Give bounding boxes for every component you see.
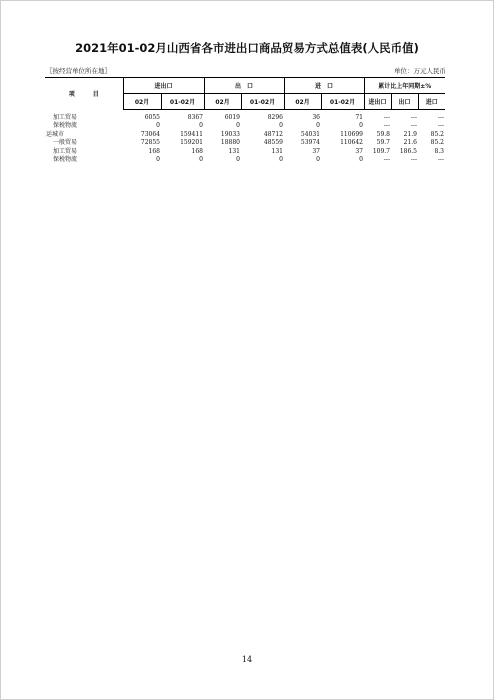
table-cell: --- (410, 156, 417, 164)
table-cell: 131 (271, 147, 283, 155)
table-cell: 36 (312, 114, 320, 121)
page-number: 14 (241, 655, 253, 664)
table-cell: 18880 (220, 139, 240, 147)
table-cell: 186.5 (399, 147, 417, 155)
row-label: 加工贸易 (53, 147, 78, 155)
table-cell: 53974 (300, 139, 320, 147)
col-header: 02月 (123, 94, 161, 110)
basis-note: 〖按经营单位所在地〗 (46, 67, 111, 75)
item-header: 项 目 (45, 78, 123, 110)
table-row (45, 122, 445, 130)
table-cell: --- (410, 114, 417, 121)
export-header: 出 口 (204, 78, 284, 94)
table-cell: 110642 (340, 139, 363, 147)
table-cell: 54031 (300, 130, 320, 138)
trade-table (45, 77, 445, 164)
col-header: 01-02月 (161, 94, 204, 110)
table-cell: 21.9 (403, 130, 417, 138)
row-label: 一般贸易 (53, 139, 78, 147)
table-cell: 0 (316, 156, 320, 164)
table-cell: 0 (359, 122, 363, 130)
table-row (45, 148, 445, 156)
table-cell: 48559 (263, 139, 283, 147)
table-cell: 0 (199, 156, 203, 164)
table-cell: 0 (316, 122, 320, 130)
table-cell: --- (437, 122, 444, 130)
table-body (45, 110, 445, 165)
col-header: 01-02月 (241, 94, 284, 110)
table-cell: 85.2 (430, 130, 444, 138)
table-cell: 159411 (180, 130, 203, 138)
table-cell: 0 (279, 156, 283, 164)
table-cell: 0 (359, 156, 363, 164)
table-row (45, 139, 445, 147)
row-label: 加工贸易 (53, 113, 78, 121)
table-row (45, 110, 445, 123)
table-cell: 21.6 (403, 139, 417, 147)
unit-note: 单位：万元人民币 (394, 67, 446, 75)
col-header: 进口 (418, 94, 445, 110)
table-cell: 37 (312, 147, 320, 155)
table-cell: 71 (355, 114, 363, 121)
row-label: 保税物流 (53, 156, 78, 164)
table-cell: 8367 (187, 114, 203, 121)
table-cell: 109.7 (372, 147, 390, 155)
table-cell: --- (437, 156, 444, 164)
table-cell: 0 (199, 122, 203, 130)
table-cell: 37 (355, 147, 363, 155)
row-label: 运城市 (46, 130, 65, 138)
table-cell: 48712 (263, 130, 283, 138)
row-label: 保税物流 (53, 122, 78, 130)
table-cell: --- (383, 122, 390, 130)
import-header: 进 口 (284, 78, 364, 94)
table-cell: 131 (228, 147, 240, 155)
table-cell: 6055 (144, 114, 160, 121)
table-cell: 110699 (340, 130, 363, 138)
table-row (45, 131, 445, 139)
table-cell: 8296 (267, 114, 283, 121)
table-cell: --- (437, 114, 444, 121)
table-cell: 0 (236, 122, 240, 130)
table-cell: 0 (279, 122, 283, 130)
table-cell: 8.3 (434, 147, 444, 155)
col-header: 02月 (284, 94, 321, 110)
table-cell: --- (383, 114, 390, 121)
col-header: 01-02月 (321, 94, 364, 110)
table-cell: 59.7 (376, 139, 390, 147)
yoy-header: 累计比上年同期±% (364, 78, 445, 94)
table-cell: 168 (148, 147, 160, 155)
col-header: 出口 (391, 94, 418, 110)
table-cell: --- (410, 122, 417, 130)
table-cell: 85.2 (430, 139, 444, 147)
table-cell: 59.8 (376, 130, 390, 138)
import-export-header: 进出口 (123, 78, 204, 94)
table-cell: --- (383, 156, 390, 164)
table-cell: 73064 (140, 130, 160, 138)
table-cell: 72855 (140, 139, 160, 147)
table-cell: 0 (236, 156, 240, 164)
table-cell: 6019 (224, 114, 240, 121)
table-cell: 159201 (180, 139, 203, 147)
table-cell: 19033 (220, 130, 240, 138)
col-header: 进出口 (364, 94, 391, 110)
table-cell: 0 (156, 122, 160, 130)
table-row (45, 156, 445, 164)
table-cell: 168 (191, 147, 203, 155)
col-header: 02月 (204, 94, 241, 110)
page-title: 2021年01-02月山西省各市进出口商品贸易方式总值表(人民币值) (75, 41, 419, 55)
table-cell: 0 (156, 156, 160, 164)
